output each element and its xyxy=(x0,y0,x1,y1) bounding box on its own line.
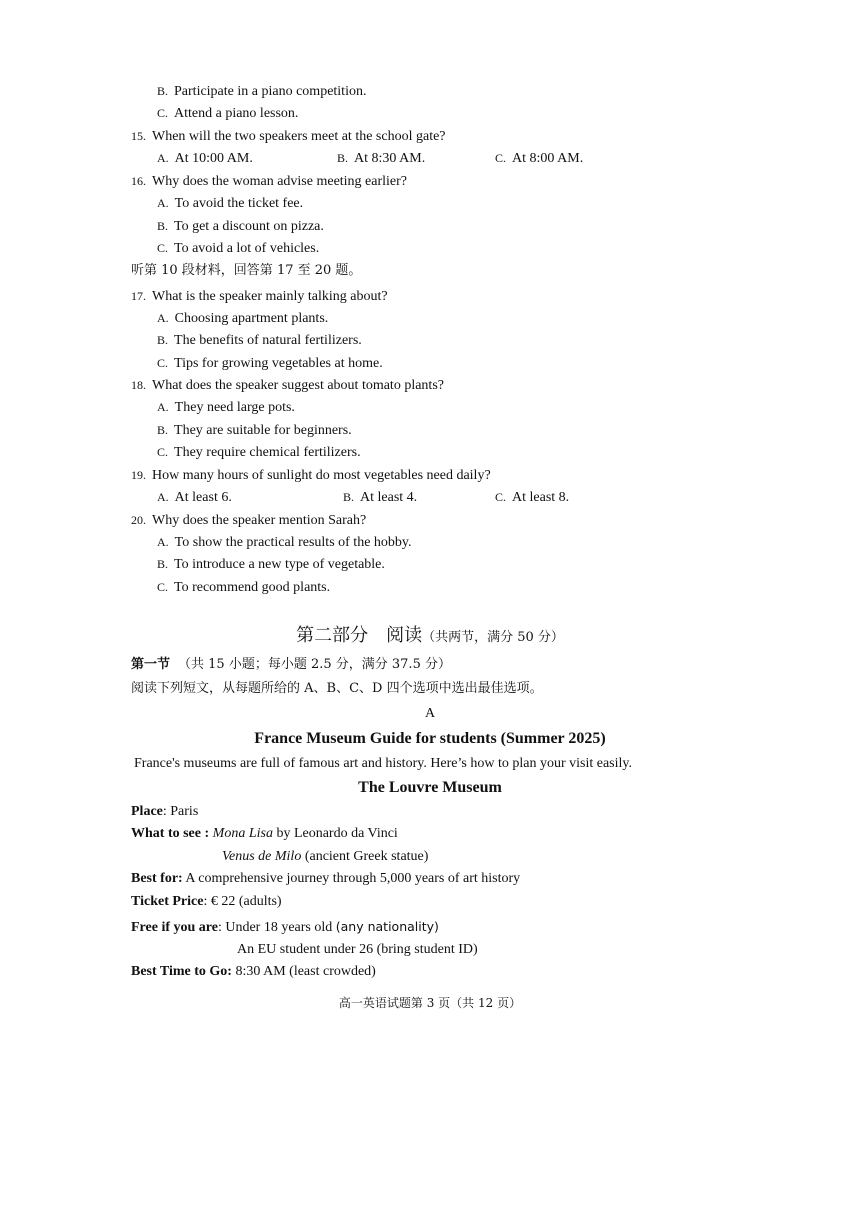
part-note: （共两节，满分 50 分） xyxy=(422,630,564,645)
q19-option-a xyxy=(157,488,232,507)
option-label: B. xyxy=(157,219,169,233)
best-time-value: 8:30 AM (least crowded) xyxy=(231,964,376,979)
q20-option-a xyxy=(157,533,412,552)
ticket-price-label: Ticket Price xyxy=(131,894,204,909)
option-label: C. xyxy=(495,490,507,504)
free-if-nationality: (any nationality) xyxy=(335,919,439,934)
passage-title: France Museum Guide for students (Summer 2025) xyxy=(254,730,606,747)
option-label: B. xyxy=(337,151,349,165)
see-item-2-title: Venus de Milo xyxy=(222,849,302,864)
q16-option-b xyxy=(157,217,324,236)
q15-option-b xyxy=(337,149,425,168)
q17-option-b xyxy=(157,331,362,350)
option-label: C. xyxy=(157,356,169,370)
option-label: A. xyxy=(157,151,169,165)
option-text: To recommend good plants. xyxy=(174,580,331,595)
option-text: To avoid the ticket fee. xyxy=(174,196,304,211)
section-title: 第一节 xyxy=(131,657,171,672)
option-label: C. xyxy=(157,445,169,459)
q15-option-c xyxy=(495,149,583,168)
option-label: C. xyxy=(157,580,169,594)
option-text: At least 8. xyxy=(512,490,570,505)
passage-intro: France's museums are full of famous art and history. Here’s how to plan your visit easily. xyxy=(134,756,632,771)
see-item-1-title: Mona Lisa xyxy=(212,826,273,841)
place-value: : Paris xyxy=(162,804,199,819)
option-label: B. xyxy=(157,423,169,437)
question-text: What does the speaker suggest about tomato plants? xyxy=(152,378,444,393)
question-18 xyxy=(131,376,444,395)
best-time-line xyxy=(131,963,376,981)
free-if-line-2: An EU student under 26 (bring student ID) xyxy=(237,942,478,957)
best-for-label: Best for: xyxy=(131,871,183,886)
option-text: To avoid a lot of vehicles. xyxy=(174,241,320,256)
question-16 xyxy=(131,172,407,191)
option-label: C. xyxy=(157,241,169,255)
option-label: A. xyxy=(157,490,169,504)
part-heading xyxy=(0,624,860,650)
q18-option-c xyxy=(157,443,361,462)
option-text: At least 6. xyxy=(174,490,232,505)
best-time-label: Best Time to Go: xyxy=(131,964,232,979)
option-label: B. xyxy=(343,490,355,504)
best-for-line xyxy=(131,870,520,888)
option-text: Attend a piano lesson. xyxy=(174,106,299,121)
option-text: The benefits of natural fertilizers. xyxy=(174,333,362,348)
option-text: They are suitable for beginners. xyxy=(174,423,352,438)
museum-name: The Louvre Museum xyxy=(358,779,502,796)
q16-option-c xyxy=(157,239,319,258)
question-text: Why does the speaker mention Sarah? xyxy=(152,513,367,528)
option-label: A. xyxy=(157,535,169,549)
question-19 xyxy=(131,466,491,485)
what-to-see-line-2 xyxy=(222,848,428,866)
question-number: 20. xyxy=(131,513,146,527)
option-text: At 8:00 AM. xyxy=(512,151,584,166)
option-label: B. xyxy=(157,557,169,571)
question-text: When will the two speakers meet at the school gate? xyxy=(152,129,446,144)
option-text: Participate in a piano competition. xyxy=(174,84,367,99)
option-text: To show the practical results of the hobby. xyxy=(174,535,412,550)
option-text: Tips for growing vegetables at home. xyxy=(174,356,383,371)
section-note: （共 15 小题；每小题 2.5 分，满分 37.5 分） xyxy=(178,657,451,672)
question-17 xyxy=(131,287,388,306)
option-text: Choosing apartment plants. xyxy=(174,311,329,326)
reading-instruction: 阅读下列短文，从每题所给的 A、B、C、D 四个选项中选出最佳选项。 xyxy=(131,681,543,696)
question-text: How many hours of sunlight do most vegetables need daily? xyxy=(152,468,491,483)
see-item-1-detail: by Leonardo da Vinci xyxy=(272,826,398,841)
what-to-see-label: What to see : xyxy=(131,826,210,841)
best-for-value: A comprehensive journey through 5,000 years of art history xyxy=(182,871,521,886)
option-label: A. xyxy=(157,196,169,210)
place-line xyxy=(131,803,198,821)
option-text: They require chemical fertilizers. xyxy=(174,445,361,460)
question-number: 17. xyxy=(131,289,146,303)
option-text: At 10:00 AM. xyxy=(174,151,253,166)
option-label: A. xyxy=(157,311,169,325)
question-number: 16. xyxy=(131,174,146,188)
ticket-price-value: : € 22 (adults) xyxy=(203,894,282,909)
what-to-see-line xyxy=(131,825,398,843)
option-text: At least 4. xyxy=(360,490,418,505)
ticket-price-line xyxy=(131,893,282,911)
passage-letter: A xyxy=(424,706,436,721)
q19-option-b xyxy=(343,488,417,507)
question-15 xyxy=(131,127,446,146)
see-item-2-detail: (ancient Greek statue) xyxy=(301,849,429,864)
place-label: Place xyxy=(131,804,163,819)
option-label: C. xyxy=(157,106,169,120)
free-if-label: Free if you are xyxy=(131,920,218,935)
option-label: B. xyxy=(157,84,169,98)
free-if-value: : Under 18 years old xyxy=(217,920,336,935)
option-text: At 8:30 AM. xyxy=(354,151,426,166)
question-20 xyxy=(131,511,366,530)
q17-option-c xyxy=(157,354,383,373)
page-footer: 高一英语试题第 3 页（共 12 页） xyxy=(338,996,522,1010)
free-if-line xyxy=(131,918,439,937)
q14-option-c xyxy=(157,104,298,123)
q20-option-c xyxy=(157,578,330,597)
option-label: C. xyxy=(495,151,507,165)
section-heading xyxy=(131,656,451,674)
q16-option-a xyxy=(157,194,303,213)
q17-option-a xyxy=(157,309,328,328)
q19-option-c xyxy=(495,488,569,507)
q15-option-a xyxy=(157,149,253,168)
question-number: 18. xyxy=(131,378,146,392)
q20-option-b xyxy=(157,555,385,574)
q14-option-b xyxy=(157,82,366,101)
material-note: 听第 10 段材料，回答第 17 至 20 题。 xyxy=(131,263,362,278)
option-label: B. xyxy=(157,333,169,347)
option-text: To get a discount on pizza. xyxy=(174,219,324,234)
part-title: 第二部分 阅读 xyxy=(296,625,423,646)
option-text: They need large pots. xyxy=(174,400,295,415)
q18-option-b xyxy=(157,421,352,440)
question-number: 15. xyxy=(131,129,146,143)
option-label: A. xyxy=(157,400,169,414)
question-text: Why does the woman advise meeting earlier? xyxy=(152,174,408,189)
question-number: 19. xyxy=(131,468,146,482)
question-text: What is the speaker mainly talking about? xyxy=(152,289,388,304)
q18-option-a xyxy=(157,398,295,417)
option-text: To introduce a new type of vegetable. xyxy=(174,557,385,572)
